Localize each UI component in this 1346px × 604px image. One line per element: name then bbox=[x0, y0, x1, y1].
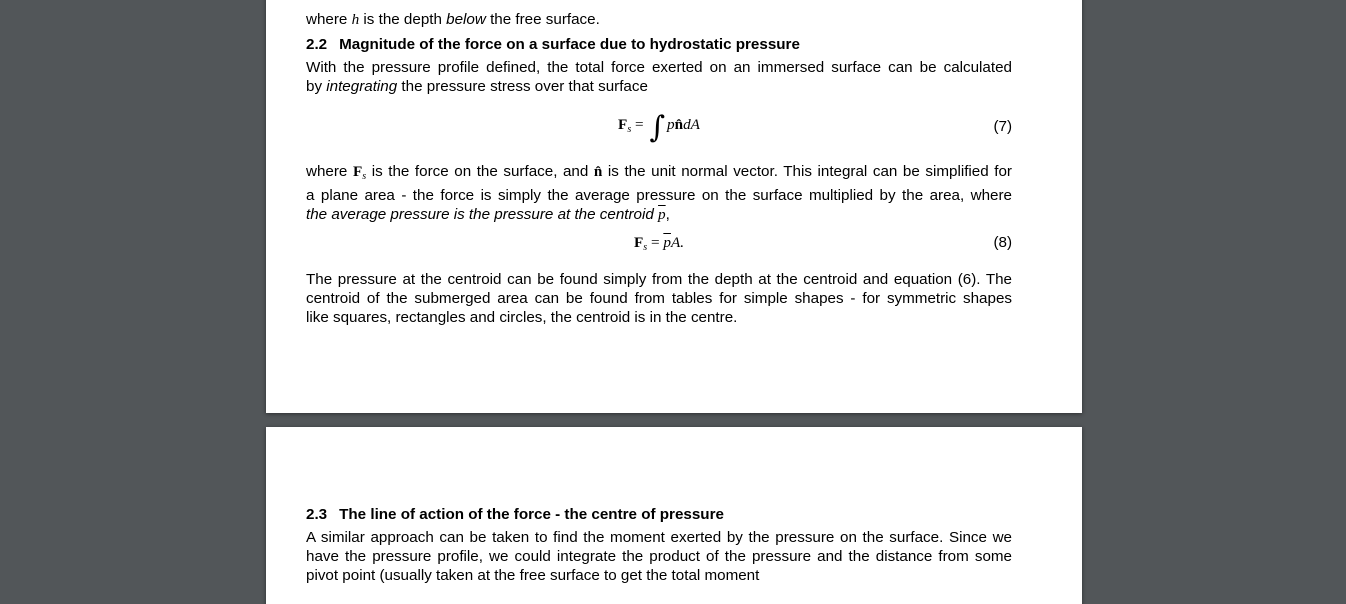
section-number: 2.3 bbox=[306, 506, 328, 523]
paragraph-centroid bbox=[306, 270, 1012, 328]
equation-8 bbox=[306, 234, 1012, 274]
text-fragment: by bbox=[306, 78, 327, 96]
math-average-pressure: $\overline{p}$ bbox=[663, 234, 671, 251]
math-unit-normal: n̂ bbox=[674, 116, 684, 133]
text-fragment: where bbox=[306, 163, 353, 180]
emphasis-below: below bbox=[446, 11, 486, 28]
paragraph-line: pivot point (usually taken at the free surface to get the total moment bbox=[306, 567, 760, 585]
equation-number: (8) bbox=[993, 234, 1012, 251]
integral-sign: ∫ bbox=[649, 110, 666, 145]
document-page-2 bbox=[266, 427, 1082, 604]
text-fragment: where bbox=[306, 11, 352, 28]
text-fragment: is the unit normal vector. This integral can be simplified for bbox=[602, 163, 1012, 180]
math-force: F bbox=[633, 234, 644, 251]
paragraph-line: A similar approach can be taken to find the moment exerted by the pressure on the surface. Since we bbox=[306, 529, 1012, 546]
math-unit-normal: n̂ bbox=[593, 163, 603, 180]
math-equals: = bbox=[647, 234, 664, 251]
math-subscript: s bbox=[627, 124, 632, 135]
section-title: Magnitude of the force on a surface due to hydrostatic pressure bbox=[339, 36, 800, 53]
paragraph-plane-area bbox=[306, 162, 1012, 225]
document-page-1 bbox=[266, 0, 1082, 413]
paragraph-line bbox=[306, 162, 1012, 186]
math-subscript: s bbox=[362, 171, 367, 182]
text-fragment: , bbox=[665, 206, 670, 224]
line-depth-definition bbox=[306, 10, 1012, 29]
paragraph-moment bbox=[306, 528, 1012, 586]
paragraph-force-integration bbox=[306, 58, 1012, 96]
section-title: The line of action of the force - the centre of pressure bbox=[339, 506, 724, 523]
math-area: A. bbox=[670, 234, 685, 251]
equation-7 bbox=[306, 108, 1012, 148]
equation-7-body bbox=[306, 110, 1012, 145]
paragraph-line: centroid of the submerged area can be found from tables for simple shapes - for symmetric shapes bbox=[306, 290, 1012, 308]
math-force: F bbox=[618, 116, 628, 133]
text-fragment: is the force on the surface, and bbox=[366, 163, 594, 180]
text-fragment: the free surface. bbox=[485, 11, 600, 28]
text-fragment: is the depth bbox=[359, 11, 447, 28]
math-equals: = bbox=[631, 116, 648, 133]
math-area-element: dA bbox=[683, 116, 700, 133]
paragraph-line: The pressure at the centroid can be found simply from the depth at the centroid and equation (6). The bbox=[306, 271, 1012, 288]
text-fragment: the pressure stress over that surface bbox=[397, 78, 648, 96]
math-pressure: p bbox=[667, 116, 675, 133]
paragraph-line: like squares, rectangles and circles, the centroid is in the centre. bbox=[306, 309, 738, 327]
paragraph-line: With the pressure profile defined, the total force exerted on an immersed surface can be calculated bbox=[306, 59, 1012, 76]
math-force: F bbox=[352, 163, 363, 180]
math-average-pressure: $\overline{p}$ bbox=[658, 206, 666, 224]
equation-number: (7) bbox=[993, 118, 1012, 135]
equation-8-body bbox=[306, 234, 1012, 253]
emphasis-integrating: integrating bbox=[326, 78, 398, 96]
paragraph-line: a plane area - the force is simply the average pressure on the surface multiplied by the area, where bbox=[306, 187, 1012, 205]
paragraph-line: have the pressure profile, we could integrate the product of the pressure and the distance from some bbox=[306, 548, 1012, 566]
section-number: 2.2 bbox=[306, 36, 328, 53]
math-subscript: s bbox=[643, 242, 648, 253]
emphasis-centroid-pressure: the average pressure is the pressure at the centroid bbox=[306, 206, 659, 224]
section-heading-2-3 bbox=[306, 506, 724, 523]
math-variable-h: h bbox=[351, 11, 360, 28]
section-heading-2-2 bbox=[306, 36, 800, 53]
